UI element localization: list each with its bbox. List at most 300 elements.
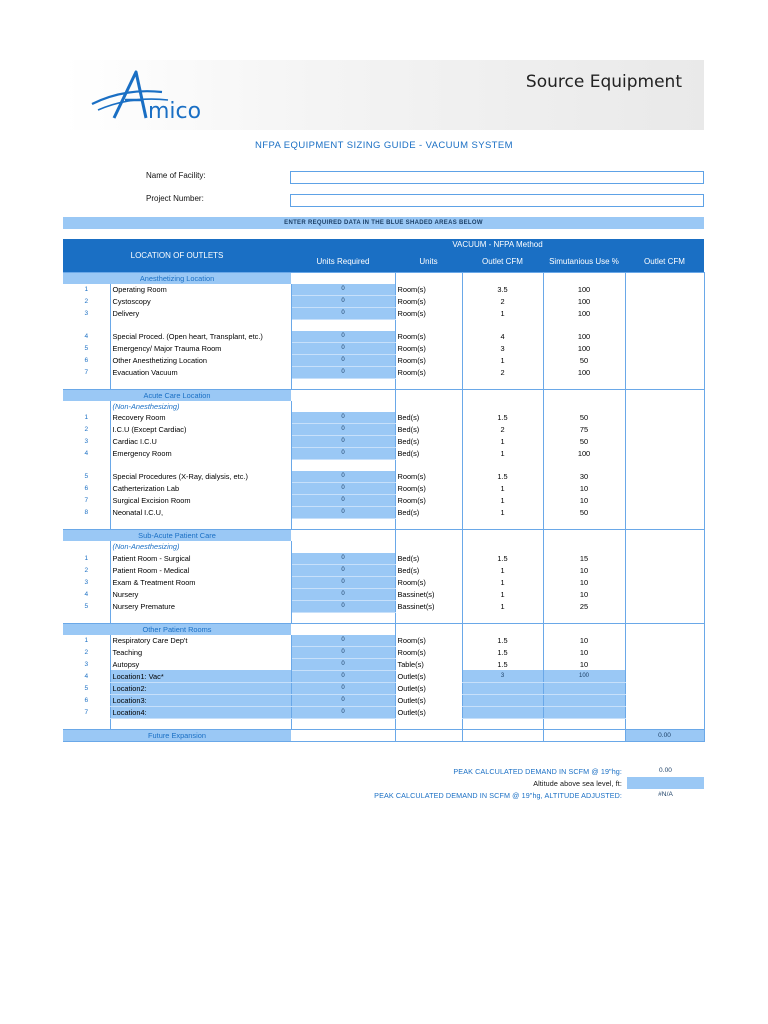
row-location: Respiratory Care Dep't xyxy=(110,635,291,647)
row-simultaneous-use: 100 xyxy=(543,307,625,319)
row-outlet-cfm-total xyxy=(625,682,704,694)
blank-cell xyxy=(625,612,704,623)
row-outlet-cfm-total xyxy=(625,331,704,343)
row-unit-type: Bed(s) xyxy=(395,506,462,518)
altitude-input[interactable] xyxy=(627,777,704,789)
row-simultaneous-use: 15 xyxy=(543,553,625,565)
row-location[interactable]: Location3: xyxy=(110,694,291,706)
row-location: Surgical Excision Room xyxy=(110,494,291,506)
section-label: Anesthetizing Location xyxy=(63,272,291,284)
row-location[interactable]: Location1: Vac* xyxy=(110,670,291,682)
header-group: VACUUM - NFPA Method xyxy=(291,239,704,250)
units-required-input[interactable]: 0 xyxy=(291,646,395,658)
section-label: Other Patient Rooms xyxy=(63,623,291,635)
blank-cell xyxy=(462,460,543,471)
row-outlet-cfm: 2 xyxy=(462,295,543,307)
row-outlet-cfm: 1 xyxy=(462,588,543,600)
row-outlet-cfm-total xyxy=(625,588,704,600)
units-required-input[interactable]: 0 xyxy=(291,436,395,448)
units-required-input[interactable]: 0 xyxy=(291,471,395,483)
row-simultaneous-use: 100 xyxy=(543,331,625,343)
row-outlet-cfm: 1 xyxy=(462,564,543,576)
table-row xyxy=(63,658,704,670)
row-unit-type: Room(s) xyxy=(395,366,462,378)
row-number: 3 xyxy=(84,660,89,668)
units-required-input[interactable]: 0 xyxy=(291,576,395,588)
row-outlet-cfm: 2 xyxy=(462,366,543,378)
row-outlet-cfm-total xyxy=(625,482,704,494)
blank-cell xyxy=(462,389,543,401)
row-location: Teaching xyxy=(110,646,291,658)
row-outlet-cfm-total xyxy=(625,295,704,307)
row-number: 2 xyxy=(84,426,89,434)
row-outlet-cfm: 1 xyxy=(462,354,543,366)
blank-cell xyxy=(110,718,291,729)
row-outlet-cfm-total xyxy=(625,670,704,682)
row-unit-type: Outlet(s) xyxy=(395,706,462,718)
row-outlet-cfm-total xyxy=(625,506,704,518)
blank-cell xyxy=(625,272,704,284)
units-required-input[interactable]: 0 xyxy=(291,588,395,600)
units-required-input[interactable]: 0 xyxy=(291,342,395,354)
row-outlet-cfm-total xyxy=(625,471,704,483)
blank-cell xyxy=(543,623,625,635)
blank-cell xyxy=(625,460,704,471)
blank-cell xyxy=(625,401,704,412)
table-row xyxy=(63,366,704,378)
units-required-input[interactable]: 0 xyxy=(291,448,395,460)
row-simultaneous-use: 100 xyxy=(543,366,625,378)
table-row xyxy=(63,295,704,307)
table-row xyxy=(63,635,704,647)
units-required-input[interactable]: 0 xyxy=(291,706,395,718)
row-unit-type: Room(s) xyxy=(395,342,462,354)
section-header-row xyxy=(63,623,704,635)
instruction-banner: ENTER REQUIRED DATA IN THE BLUE SHADED AREAS BELOW xyxy=(63,217,704,229)
units-required-input[interactable]: 0 xyxy=(291,331,395,343)
table-row xyxy=(63,506,704,518)
section-header-row xyxy=(63,272,704,284)
row-number: 6 xyxy=(84,696,89,704)
page-title: NFPA EQUIPMENT SIZING GUIDE - VACUUM SYSTEM xyxy=(255,140,513,151)
blank-cell xyxy=(291,730,395,742)
header-units-required: Units Required xyxy=(291,250,395,272)
blank-cell xyxy=(395,612,462,623)
row-simultaneous-use: 100 xyxy=(543,284,625,296)
row-unit-type: Bassinet(s) xyxy=(395,588,462,600)
row-unit-type: Room(s) xyxy=(395,307,462,319)
blank-cell xyxy=(63,460,110,471)
section-header-row xyxy=(63,389,704,401)
peak-demand-value: 0.00 xyxy=(658,767,673,774)
units-required-input[interactable]: 0 xyxy=(291,553,395,565)
table-row xyxy=(63,706,704,718)
units-required-input[interactable]: 0 xyxy=(291,658,395,670)
row-outlet-cfm: 3 xyxy=(462,342,543,354)
source-equipment-title: Source Equipment xyxy=(525,72,682,92)
table-row xyxy=(63,494,704,506)
table-row xyxy=(63,682,704,694)
blank-cell xyxy=(63,319,110,330)
blank-cell xyxy=(395,460,462,471)
table-row xyxy=(63,412,704,424)
row-location: Exam & Treatment Room xyxy=(110,576,291,588)
units-required-input[interactable]: 0 xyxy=(291,307,395,319)
row-outlet-cfm: 1.5 xyxy=(462,412,543,424)
blank-cell xyxy=(543,718,625,729)
row-unit-type: Room(s) xyxy=(395,284,462,296)
row-number: 6 xyxy=(84,356,89,364)
row-simultaneous-use: 100 xyxy=(543,342,625,354)
section-sublabel: (Non-Anesthesizing) xyxy=(110,541,291,552)
blank-cell xyxy=(291,541,395,552)
blank-cell xyxy=(63,401,110,412)
blank-cell xyxy=(462,612,543,623)
row-location[interactable]: Location4: xyxy=(110,706,291,718)
row-number: 3 xyxy=(84,309,89,317)
blank-cell xyxy=(395,530,462,542)
row-unit-type: Room(s) xyxy=(395,471,462,483)
row-location: Delivery xyxy=(110,307,291,319)
row-location: Recovery Room xyxy=(110,412,291,424)
row-number: 4 xyxy=(84,450,89,458)
blank-cell xyxy=(291,612,395,623)
blank-cell xyxy=(110,460,291,471)
row-location: Special Proced. (Open heart, Transplant, etc.) xyxy=(110,331,291,343)
row-unit-type: Room(s) xyxy=(395,331,462,343)
table-row xyxy=(63,670,704,682)
row-simultaneous-use: 100 xyxy=(543,448,625,460)
sizing-table xyxy=(63,239,705,742)
row-simultaneous-use[interactable] xyxy=(543,694,625,706)
row-location[interactable]: Location2: xyxy=(110,682,291,694)
row-unit-type: Outlet(s) xyxy=(395,670,462,682)
row-outlet-cfm: 1 xyxy=(462,600,543,612)
blank-cell xyxy=(625,623,704,635)
blank-cell xyxy=(625,541,704,552)
row-number: 7 xyxy=(84,708,89,716)
future-expansion-value[interactable]: 0.00 xyxy=(625,730,704,742)
units-required-input[interactable]: 0 xyxy=(291,564,395,576)
units-required-input[interactable]: 0 xyxy=(291,506,395,518)
row-outlet-cfm[interactable] xyxy=(462,706,543,718)
blank-cell xyxy=(462,530,543,542)
row-location: Operating Room xyxy=(110,284,291,296)
blank-cell xyxy=(395,730,462,742)
row-number: 3 xyxy=(84,438,89,446)
row-number: 5 xyxy=(84,684,89,692)
row-simultaneous-use: 10 xyxy=(543,588,625,600)
row-number: 7 xyxy=(84,368,89,376)
section-header-row xyxy=(63,530,704,542)
row-location: Patient Room - Medical xyxy=(110,564,291,576)
peak-demand-label: PEAK CALCULATED DEMAND IN SCFM @ 19"hg: xyxy=(453,767,622,776)
blank-cell xyxy=(395,541,462,552)
row-location: Emergency Room xyxy=(110,448,291,460)
row-unit-type: Bed(s) xyxy=(395,553,462,565)
blank-cell xyxy=(291,319,395,330)
peak-adjusted-label: PEAK CALCULATED DEMAND IN SCFM @ 19"hg, ALTITUDE ADJUSTED: xyxy=(374,791,622,800)
row-number: 6 xyxy=(84,484,89,492)
row-outlet-cfm-total xyxy=(625,307,704,319)
table-row xyxy=(63,564,704,576)
units-required-input[interactable]: 0 xyxy=(291,600,395,612)
table-row xyxy=(63,342,704,354)
units-required-input[interactable]: 0 xyxy=(291,482,395,494)
row-unit-type: Room(s) xyxy=(395,646,462,658)
row-unit-type: Room(s) xyxy=(395,295,462,307)
row-simultaneous-use: 100 xyxy=(543,295,625,307)
blank-cell xyxy=(625,518,704,529)
table-row xyxy=(63,436,704,448)
project-input[interactable] xyxy=(290,194,704,207)
row-unit-type: Bed(s) xyxy=(395,448,462,460)
row-outlet-cfm: 1.5 xyxy=(462,471,543,483)
facility-input[interactable] xyxy=(290,171,704,184)
units-required-input[interactable]: 0 xyxy=(291,635,395,647)
blank-cell xyxy=(63,518,110,529)
blank-cell xyxy=(395,389,462,401)
blank-cell xyxy=(543,541,625,552)
blank-cell xyxy=(625,378,704,389)
row-location: Catherterization Lab xyxy=(110,482,291,494)
section-label: Sub-Acute Patient Care xyxy=(63,530,291,542)
row-simultaneous-use: 50 xyxy=(543,412,625,424)
row-location: Patient Room - Surgical xyxy=(110,553,291,565)
row-outlet-cfm: 1 xyxy=(462,482,543,494)
blank-cell xyxy=(63,718,110,729)
header-units: Units xyxy=(395,250,462,272)
blank-cell xyxy=(462,319,543,330)
blank-cell xyxy=(291,378,395,389)
row-number: 7 xyxy=(84,496,89,504)
row-location: Nursery Premature xyxy=(110,600,291,612)
row-outlet-cfm-total xyxy=(625,448,704,460)
row-outlet-cfm-total xyxy=(625,646,704,658)
row-simultaneous-use[interactable]: 100 xyxy=(543,670,625,682)
row-location: Neonatal I.C.U, xyxy=(110,506,291,518)
row-location: Nursery xyxy=(110,588,291,600)
blank-cell xyxy=(462,730,543,742)
units-required-input[interactable]: 0 xyxy=(291,284,395,296)
blank-cell xyxy=(625,530,704,542)
row-number: 3 xyxy=(84,578,89,586)
blank-cell xyxy=(395,319,462,330)
row-unit-type: Table(s) xyxy=(395,658,462,670)
blank-cell xyxy=(625,319,704,330)
blank-cell xyxy=(543,730,625,742)
blank-cell xyxy=(462,401,543,412)
row-number: 4 xyxy=(84,332,89,340)
table-row xyxy=(63,600,704,612)
blank-cell xyxy=(395,518,462,529)
row-unit-type: Room(s) xyxy=(395,576,462,588)
row-simultaneous-use: 30 xyxy=(543,471,625,483)
section-sublabel: (Non-Anesthesizing) xyxy=(110,401,291,412)
row-simultaneous-use: 10 xyxy=(543,646,625,658)
blank-cell xyxy=(291,623,395,635)
row-outlet-cfm-total xyxy=(625,706,704,718)
blank-cell xyxy=(110,378,291,389)
row-outlet-cfm-total xyxy=(625,366,704,378)
row-outlet-cfm-total xyxy=(625,436,704,448)
header-outlet-cfm-total: Outlet CFM xyxy=(625,250,704,272)
row-location: Special Procedures (X-Ray, dialysis, etc.) xyxy=(110,471,291,483)
table-row xyxy=(63,482,704,494)
blank-cell xyxy=(543,530,625,542)
table-row xyxy=(63,588,704,600)
table-row xyxy=(63,284,704,296)
row-outlet-cfm: 1 xyxy=(462,448,543,460)
project-label: Project Number: xyxy=(146,194,204,203)
table-row xyxy=(63,448,704,460)
table-row xyxy=(63,471,704,483)
row-simultaneous-use: 10 xyxy=(543,658,625,670)
row-location: Evacuation Vacuum xyxy=(110,366,291,378)
row-number: 2 xyxy=(84,566,89,574)
units-required-input[interactable]: 0 xyxy=(291,366,395,378)
row-unit-type: Room(s) xyxy=(395,354,462,366)
future-expansion-label: Future Expansion xyxy=(63,730,291,742)
blank-cell xyxy=(543,460,625,471)
units-required-input[interactable]: 0 xyxy=(291,670,395,682)
table-row xyxy=(63,331,704,343)
row-number: 2 xyxy=(84,297,89,305)
blank-cell xyxy=(462,623,543,635)
row-outlet-cfm-total xyxy=(625,600,704,612)
row-outlet-cfm: 1.5 xyxy=(462,658,543,670)
section-label: Acute Care Location xyxy=(63,389,291,401)
row-number: 4 xyxy=(84,672,89,680)
row-outlet-cfm: 1.5 xyxy=(462,635,543,647)
blank-cell xyxy=(395,401,462,412)
table-row xyxy=(63,694,704,706)
row-unit-type: Room(s) xyxy=(395,494,462,506)
row-location: Cardiac I.C.U xyxy=(110,436,291,448)
header-simultaneous-use: Simutanious Use % xyxy=(543,250,625,272)
peak-adjusted-value: #N/A xyxy=(658,791,673,798)
row-outlet-cfm-total xyxy=(625,635,704,647)
row-simultaneous-use: 10 xyxy=(543,482,625,494)
blank-cell xyxy=(63,612,110,623)
row-number: 5 xyxy=(84,473,89,481)
units-required-input[interactable]: 0 xyxy=(291,412,395,424)
row-number: 1 xyxy=(84,414,89,422)
blank-cell xyxy=(462,541,543,552)
row-outlet-cfm: 1 xyxy=(462,494,543,506)
row-number: 1 xyxy=(84,637,89,645)
row-simultaneous-use[interactable] xyxy=(543,682,625,694)
table-row xyxy=(63,576,704,588)
svg-text:mico: mico xyxy=(148,99,202,124)
blank-cell xyxy=(291,530,395,542)
blank-cell xyxy=(543,378,625,389)
row-outlet-cfm[interactable]: 3 xyxy=(462,670,543,682)
row-outlet-cfm-total xyxy=(625,694,704,706)
units-required-input[interactable]: 0 xyxy=(291,295,395,307)
row-unit-type: Room(s) xyxy=(395,635,462,647)
row-location: Emergency/ Major Trauma Room xyxy=(110,342,291,354)
blank-cell xyxy=(625,389,704,401)
units-required-input[interactable]: 0 xyxy=(291,694,395,706)
row-simultaneous-use: 10 xyxy=(543,494,625,506)
row-number: 5 xyxy=(84,602,89,610)
row-location: I.C.U (Except Cardiac) xyxy=(110,424,291,436)
blank-cell xyxy=(543,612,625,623)
blank-cell xyxy=(543,518,625,529)
row-number: 1 xyxy=(84,286,89,294)
units-required-input[interactable]: 0 xyxy=(291,494,395,506)
blank-cell xyxy=(291,389,395,401)
blank-cell xyxy=(543,401,625,412)
row-simultaneous-use: 10 xyxy=(543,635,625,647)
row-outlet-cfm: 1 xyxy=(462,307,543,319)
blank-cell xyxy=(110,612,291,623)
blank-cell xyxy=(291,401,395,412)
row-simultaneous-use[interactable] xyxy=(543,706,625,718)
row-outlet-cfm: 4 xyxy=(462,331,543,343)
row-location: Cystoscopy xyxy=(110,295,291,307)
row-outlet-cfm[interactable] xyxy=(462,682,543,694)
row-location: Other Anesthetizing Location xyxy=(110,354,291,366)
row-number: 2 xyxy=(84,648,89,656)
row-outlet-cfm-total xyxy=(625,576,704,588)
row-outlet-cfm: 3.5 xyxy=(462,284,543,296)
row-simultaneous-use: 75 xyxy=(543,424,625,436)
row-unit-type: Bed(s) xyxy=(395,424,462,436)
row-outlet-cfm-total xyxy=(625,553,704,565)
blank-cell xyxy=(543,389,625,401)
blank-cell xyxy=(63,378,110,389)
row-unit-type: Bed(s) xyxy=(395,412,462,424)
row-simultaneous-use: 25 xyxy=(543,600,625,612)
row-outlet-cfm: 2 xyxy=(462,424,543,436)
blank-cell xyxy=(63,541,110,552)
row-outlet-cfm-total xyxy=(625,494,704,506)
blank-cell xyxy=(462,718,543,729)
blank-cell xyxy=(291,460,395,471)
row-outlet-cfm-total xyxy=(625,424,704,436)
altitude-label: Altitude above sea level, ft: xyxy=(533,779,622,788)
blank-cell xyxy=(543,319,625,330)
blank-cell xyxy=(543,272,625,284)
row-outlet-cfm: 1.5 xyxy=(462,646,543,658)
blank-cell xyxy=(395,378,462,389)
row-unit-type: Outlet(s) xyxy=(395,694,462,706)
row-number: 5 xyxy=(84,344,89,352)
blank-cell xyxy=(625,718,704,729)
row-outlet-cfm[interactable] xyxy=(462,694,543,706)
row-outlet-cfm: 1 xyxy=(462,436,543,448)
row-outlet-cfm: 1 xyxy=(462,576,543,588)
units-required-input[interactable]: 0 xyxy=(291,354,395,366)
row-simultaneous-use: 50 xyxy=(543,354,625,366)
row-outlet-cfm-total xyxy=(625,564,704,576)
row-unit-type: Room(s) xyxy=(395,482,462,494)
header-outlet-cfm: Outlet CFM xyxy=(462,250,543,272)
table-body xyxy=(63,272,704,741)
table-row xyxy=(63,646,704,658)
blank-cell xyxy=(291,518,395,529)
blank-cell xyxy=(110,518,291,529)
row-outlet-cfm-total xyxy=(625,658,704,670)
blank-cell xyxy=(291,718,395,729)
row-outlet-cfm-total xyxy=(625,412,704,424)
units-required-input[interactable]: 0 xyxy=(291,682,395,694)
units-required-input[interactable]: 0 xyxy=(291,424,395,436)
row-outlet-cfm-total xyxy=(625,284,704,296)
row-outlet-cfm: 1 xyxy=(462,506,543,518)
